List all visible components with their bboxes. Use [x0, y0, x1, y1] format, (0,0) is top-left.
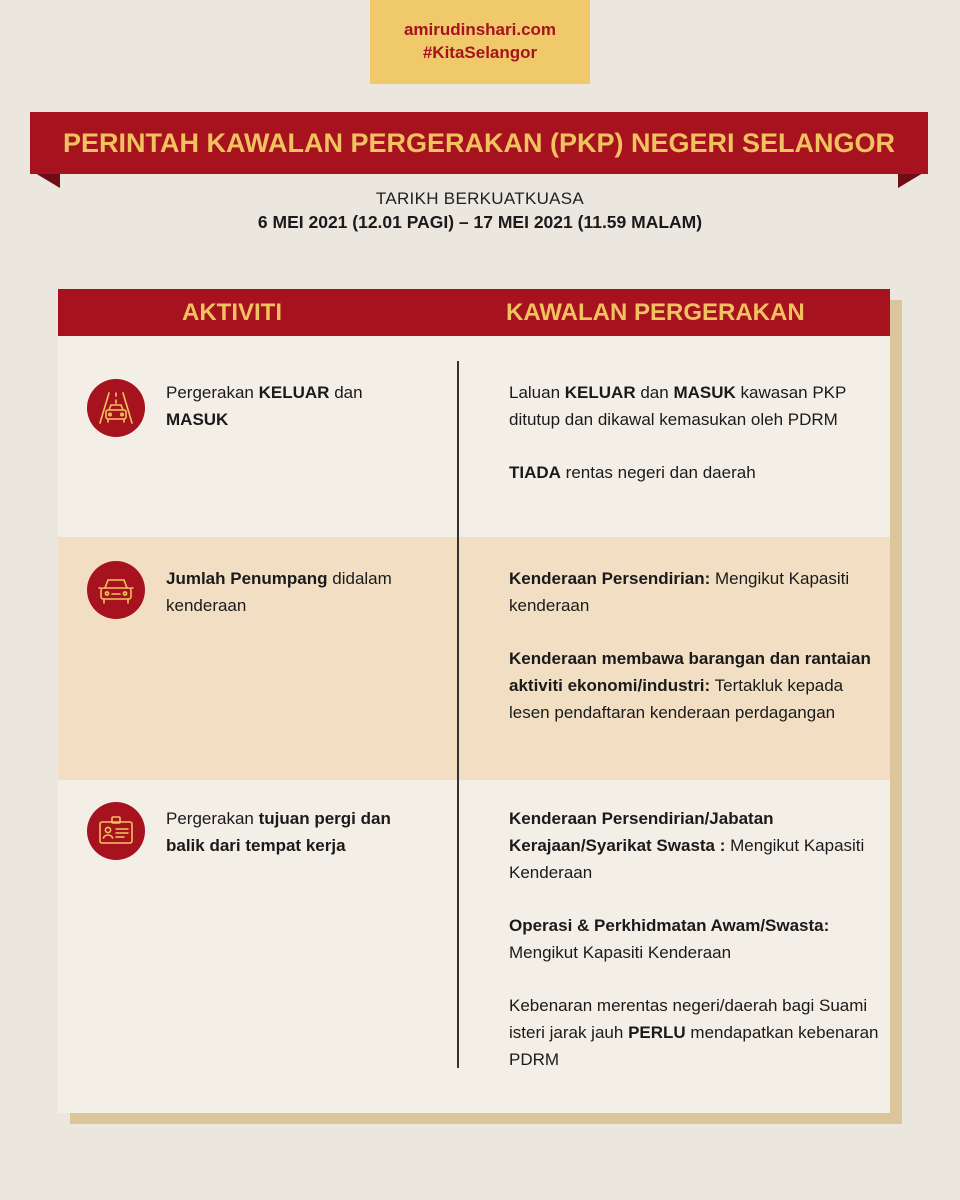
text-run: dan: [635, 383, 674, 402]
website-text: amirudinshari.com: [403, 20, 557, 39]
bold-text: tujuan pergi dan balik dari tempat kerja: [166, 809, 391, 855]
title-banner: [30, 112, 928, 190]
control-text: [509, 379, 879, 486]
text-run: rentas negeri dan daerah: [560, 463, 756, 482]
activity-text: [166, 565, 416, 619]
control-text: [509, 805, 879, 1073]
bold-text: Operasi & Perkhidmatan Awam/Swasta:: [509, 916, 830, 935]
bold-text: MASUK: [673, 383, 736, 402]
effective-date-label: TARIKH BERKUATKUASA: [375, 189, 585, 208]
text-run: Pergerakan: [166, 383, 259, 402]
activity-text: [166, 805, 416, 859]
column-divider: [457, 361, 459, 1068]
text-run: Laluan: [509, 383, 565, 402]
activity-text: [166, 379, 416, 433]
text-run: Pergerakan: [166, 809, 259, 828]
control-text: [509, 565, 879, 726]
table-row: [58, 780, 890, 1113]
text-run: Mengikut Kapasiti Kenderaan: [509, 943, 732, 962]
page-title: PERINTAH KAWALAN PERGERAKAN (PKP) NEGERI SELANGOR: [30, 112, 928, 174]
id-card-icon: [87, 802, 145, 860]
control-paragraph: [509, 912, 879, 966]
road-car-icon: [87, 379, 145, 437]
control-paragraph: [509, 805, 879, 886]
table-row: [58, 336, 890, 537]
control-paragraph: [509, 459, 879, 486]
table-header: [58, 289, 890, 336]
control-paragraph: [509, 379, 879, 433]
bold-text: Jumlah Penumpang: [166, 569, 328, 588]
effective-date-range: 6 MEI 2021 (12.01 PAGI) – 17 MEI 2021 (11.59 MALAM): [257, 212, 703, 232]
car-icon: [87, 561, 145, 619]
header-movement-control: KAWALAN PERGERAKAN: [506, 299, 805, 326]
hashtag-text: #KitaSelangor: [422, 43, 538, 62]
text-run: mendapatkan kebenaran PDRM: [509, 1023, 879, 1069]
bold-text: Kenderaan membawa barangan dan rantaian aktiviti ekonomi/industri:: [509, 649, 871, 695]
text-run: didalam kenderaan: [166, 569, 392, 615]
table-row: [58, 537, 890, 780]
text-run: Tertakluk kepada lesen pendaftaran kenderaan perdagangan: [509, 676, 844, 722]
rules-table: [58, 289, 890, 1113]
text-run: Kebenaran merentas negeri/daerah bagi Suami isteri jarak jauh: [509, 996, 868, 1042]
bold-text: Kenderaan Persendirian/Jabatan Kerajaan/Syarikat Swasta :: [509, 809, 774, 855]
control-paragraph: [509, 645, 879, 726]
website-tag: [370, 0, 590, 84]
text-run: Mengikut Kapasiti Kenderaan: [509, 836, 865, 882]
bold-text: MASUK: [166, 410, 229, 429]
bold-text: Kenderaan Persendirian:: [509, 569, 711, 588]
header-activity: AKTIVITI: [182, 299, 282, 326]
bold-text: KELUAR: [564, 383, 636, 402]
bold-text: TIADA: [509, 463, 561, 482]
control-paragraph: [509, 565, 879, 619]
text-run: dan: [329, 383, 363, 402]
text-run: kawasan PKP ditutup dan dikawal kemasukan oleh PDRM: [509, 383, 847, 429]
text-run: Mengikut Kapasiti kenderaan: [509, 569, 850, 615]
bold-text: PERLU: [628, 1023, 686, 1042]
control-paragraph: [509, 992, 879, 1073]
bold-text: KELUAR: [258, 383, 330, 402]
